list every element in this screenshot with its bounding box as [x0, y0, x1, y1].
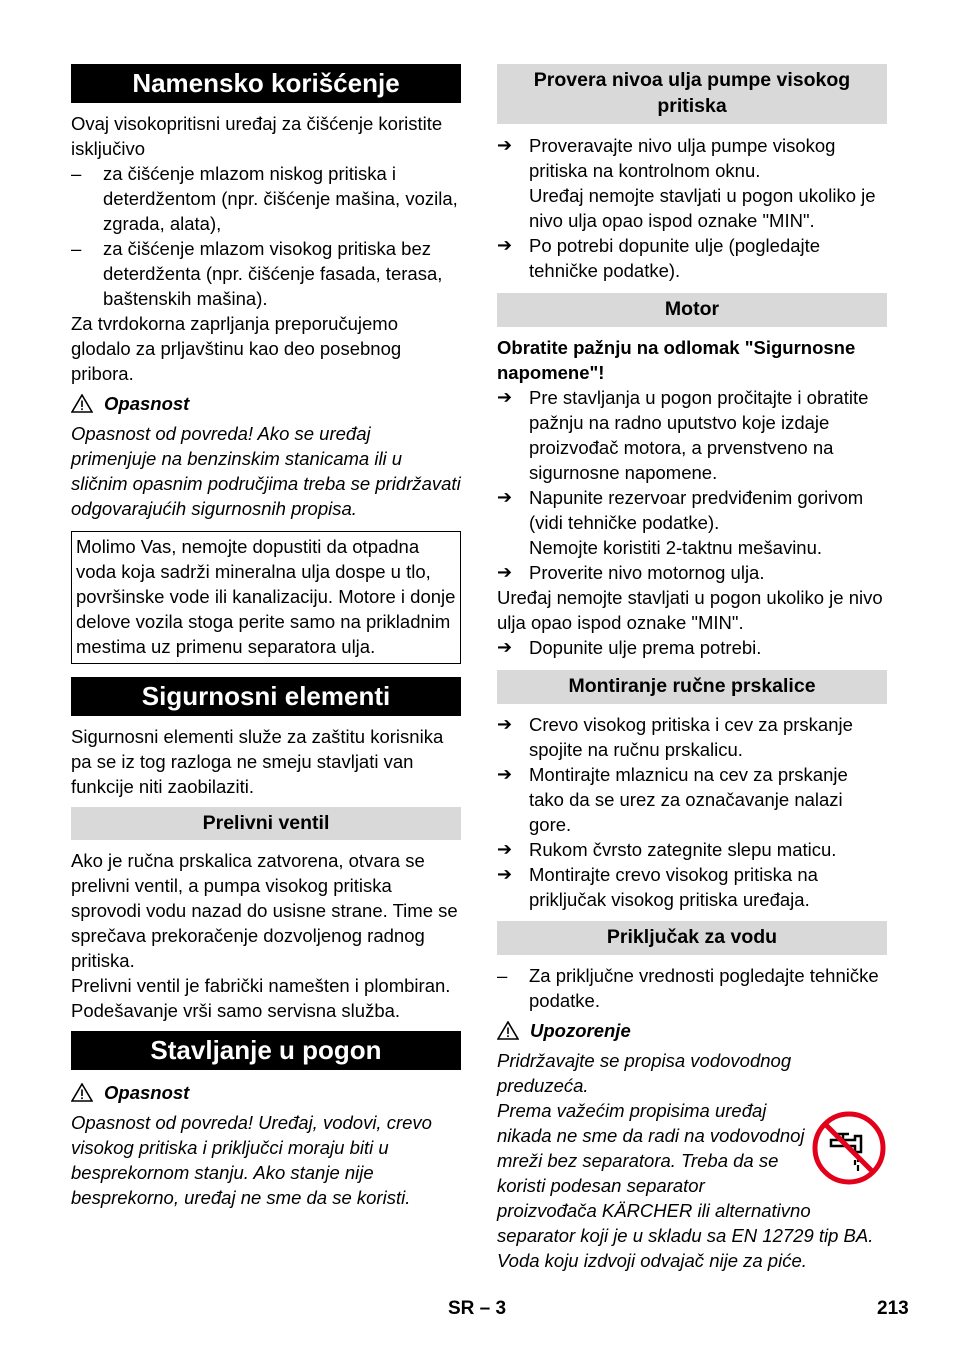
arrow-right-icon: ➔ — [497, 839, 513, 859]
right-column — [497, 64, 887, 1273]
list-item: ➔ Po potrebi dopunite ulje (pogledajte tehničke podatke). — [497, 235, 821, 281]
arrow-right-icon: ➔ — [497, 135, 513, 155]
list-item: ➔ Proveravajte nivo ulja pumpe visokog pritiska na kontrolnom oknu. — [497, 135, 836, 181]
warning-text-with-icon: Prema važećim propisima uređaj nikada ne sme da radi na vodovodnoj mreži bez separatora. Treba da se koristi podesan separator proizvođača KÄRCHER ili alternativno separator koji je u skladu sa EN 12729 tip BA. Voda koju izdvoji odvajač nije za piće. — [497, 1098, 887, 1273]
paragraph: Za tvrdokorna zaprljanja preporučujemo glodalo za prljavštinu kao deo posebnog pribora. — [71, 313, 402, 384]
arrow-right-icon: ➔ — [497, 387, 513, 407]
arrow-right-icon: ➔ — [497, 864, 513, 884]
danger-text: Opasnost od povreda! Uređaj, vodovi, crevo visokog pritiska i priključci moraju biti u besprekornom stanju. Ako stanje nije besprekorno, uređaj ne sme da se koristi. — [71, 1112, 432, 1208]
warning-label: Upozorenje — [497, 1018, 887, 1043]
list-item: ➔ Proverite nivo motornog ulja. — [497, 562, 765, 583]
list-item: – za čišćenje mlazom visokog pritiska bez deterdženta (npr. čišćenje fasada, terasa, baštenskih mašina). — [71, 238, 443, 309]
heading-motor: Motor — [497, 293, 887, 327]
arrow-right-icon: ➔ — [497, 235, 513, 255]
warning-triangle-icon — [497, 1021, 519, 1040]
paragraph: Sigurnosni elementi služe za zaštitu korisnika pa se iz tog razloga ne smeju stavljati van funkcije niti zaobilaziti. — [71, 726, 444, 797]
list-item: ➔ Napunite rezervoar predviđenim gorivom (vidi tehničke podatke). — [497, 487, 864, 533]
list-item: ➔ Montirajte crevo visokog pritiska na priključak visokog pritiska uređaja. — [497, 864, 818, 910]
warning-triangle-icon — [71, 1083, 93, 1102]
left-column — [71, 64, 461, 1210]
list-item: ➔ Pre stavljanja u pogon pročitajte i obratite pažnju na radno uputstvo koje izdaje proizvođač motora, a prvenstveno na sigurnosne napomene. — [497, 387, 869, 483]
environment-note-box: Molimo Vas, nemojte dopustiti da otpadna voda koja sadrži mineralna ulja dospe u tlo, površinske vode ili kanalizaciju. Motore i donje delove vozila stoga perite samo na prikladnim mestima uz primenu separatora ulja. — [71, 531, 461, 664]
arrow-right-icon: ➔ — [497, 487, 513, 507]
list-item: ➔ Dopunite ulje prema potrebi. — [497, 637, 762, 658]
warning-text: Pridržavajte se propisa vodovodnog preduzeća. — [497, 1050, 792, 1096]
heading-spray-gun-assembly: Montiranje ručne prskalice — [497, 670, 887, 704]
danger-text: Opasnost od povreda! Ako se uređaj primenjuje na benzinskim stanicama ili u sličnim opasnim područjima treba se pridržavati odgovarajućih sigurnosnih propisa. — [71, 423, 461, 519]
arrow-right-icon: ➔ — [497, 637, 513, 657]
page-number: 213 — [877, 1298, 909, 1319]
warning-triangle-icon — [71, 394, 93, 413]
heading-safety-elements: Sigurnosni elementi — [71, 677, 461, 716]
list-item: ➔ Rukom čvrsto zategnite slepu maticu. — [497, 839, 837, 860]
danger-label: Opasnost — [71, 1080, 461, 1105]
list-item: – Za priključne vrednosti pogledajte tehničke podatke. — [497, 965, 879, 1011]
heading-start-up: Stavljanje u pogon — [71, 1031, 461, 1070]
paragraph: Nemojte koristiti 2-taktnu mešavinu. — [529, 537, 823, 558]
arrow-right-icon: ➔ — [497, 764, 513, 784]
list-item: ➔ Crevo visokog pritiska i cev za prskanje spojite na ručnu prskalicu. — [497, 714, 853, 760]
arrow-right-icon: ➔ — [497, 714, 513, 734]
arrow-right-icon: ➔ — [497, 562, 513, 582]
section-page-label: SR – 3 — [448, 1298, 507, 1319]
intro-text: Ovaj visokopritisni uređaj za čišćenje koristite isključivo — [71, 113, 443, 159]
heading-intended-use: Namensko korišćenje — [71, 64, 461, 103]
paragraph: Uređaj nemojte stavljati u pogon ukoliko je nivo ulja opao ispod oznake "MIN". — [529, 185, 876, 231]
heading-oil-level: Provera nivoa ulja pumpe visokog pritiska — [497, 64, 887, 124]
heading-water-connection: Priključak za vodu — [497, 921, 887, 955]
no-drinking-water-icon — [811, 1110, 887, 1186]
list-item: ➔ Montirajte mlaznicu na cev za prskanje tako da se urez za označavanje nalazi gore. — [497, 764, 848, 835]
list-item: – za čišćenje mlazom niskog pritiska i deterdžentom (npr. čišćenje mašina, vozila, zgrada, alata), — [71, 163, 458, 234]
danger-label: Opasnost — [71, 391, 461, 416]
paragraph: Ako je ručna prskalica zatvorena, otvara se prelivni ventil, a pumpa visokog pritiska sprovodi vodu nazad do usisne strane. Time se sprečava prekoračenje dozvoljenog radnog pritiska. — [71, 850, 458, 971]
safety-reference-note: Obratite pažnju na odlomak "Sigurnosne napomene"! — [497, 337, 856, 383]
paragraph: Prelivni ventil je fabrički namešten i plombiran. Podešavanje vrši samo servisna služba. — [71, 975, 451, 1021]
paragraph: Uređaj nemojte stavljati u pogon ukoliko je nivo ulja opao ispod oznake "MIN". — [497, 587, 883, 633]
subheading-overflow-valve: Prelivni ventil — [71, 807, 461, 840]
